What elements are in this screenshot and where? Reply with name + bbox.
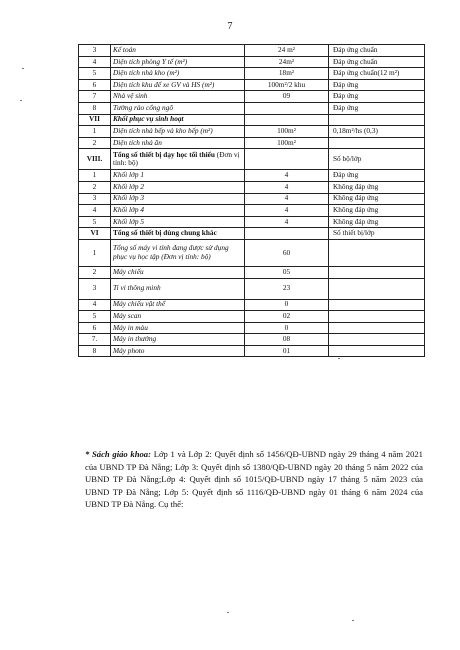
scan-speck [338,358,340,359]
row-assessment [329,322,425,334]
row-assessment [329,278,425,299]
row-value [245,228,329,240]
table-row [79,299,425,311]
row-label: Máy in thường [111,334,245,346]
row-assessment [329,345,425,357]
row-value: 05 [245,266,329,278]
row-assessment: Đáp ứng [329,79,425,91]
table-row [79,345,425,357]
row-label: Diện tích nhà ăn [111,137,245,149]
row-value: 02 [245,311,329,323]
table-row [79,91,425,103]
row-value: 100m² [245,137,329,149]
row-label-main: Tổng số thiết bị dạy học tối thiểu [113,149,215,159]
table-row [79,137,425,149]
row-number: 3 [79,45,111,57]
row-assessment [329,334,425,346]
row-assessment: Không đáp ứng [329,205,425,217]
row-label: Diện tích khu để xe GV và HS (m²) [111,79,245,91]
row-number: VII [79,114,111,126]
row-number: 8 [79,102,111,114]
table-row [79,102,425,114]
row-assessment [329,299,425,311]
row-assessment [329,266,425,278]
textbook-paragraph [85,448,423,511]
row-value [245,114,329,126]
row-number: 2 [79,137,111,149]
textbook-body: Lớp 1 và Lớp 2: Quyết định số 1456/QĐ-UBND ngày 29 tháng 4 năm 2021 của UBND TP Đà Nẵng; Lớp 3: Quyết định số 1380/QĐ-UBND ngày 20 tháng 5 năm 2022 của UBND TP Đà Nẵng;Lớp 4: Quyết định số 1015/QĐ-UBND ngày 17 tháng 5 năm 2023 của UBND TP Đà Nẵng; Lớp 5: Quyết định số 1116/QĐ-UBND ngày 01 tháng 6 năm 2024 của UBND TP Đà Nẵng. Cụ thể: [85,449,423,510]
row-value: 23 [245,278,329,299]
row-number: 5 [79,216,111,228]
row-value: 4 [245,170,329,182]
row-assessment: Đáp ứng [329,91,425,103]
row-value: 60 [245,239,329,266]
row-assessment: Đáp ứng [329,102,425,114]
row-value: 24 m² [245,45,329,57]
scan-speck [22,68,24,69]
row-label: Khối lớp 1 [111,170,245,182]
facilities-table [78,44,425,357]
row-assessment: Đáp ứng chuẩn [329,56,425,68]
row-number: 4 [79,299,111,311]
row-number: 3 [79,193,111,205]
row-value: 4 [245,181,329,193]
page-number: 7 [227,21,233,32]
row-number: 5 [79,68,111,80]
table-row [79,322,425,334]
row-label: Máy in màu [111,322,245,334]
row-number: 8 [79,345,111,357]
row-assessment: Không đáp ứng [329,216,425,228]
table-row [79,79,425,91]
row-number: 7. [79,334,111,346]
row-number: 4 [79,56,111,68]
row-number: 4 [79,205,111,217]
row-assessment: Số bộ/lớp [329,149,425,170]
row-assessment: 0,18m²/hs (0,3) [329,126,425,138]
row-label-unit: (Đơn vị tính: bộ) [113,149,240,168]
row-number: 5 [79,311,111,323]
row-assessment [329,137,425,149]
scan-speck [227,612,229,613]
row-number: 6 [79,79,111,91]
row-number: 1 [79,170,111,182]
row-assessment: Không đáp ứng [329,181,425,193]
table-row [79,45,425,57]
row-number: 2 [79,266,111,278]
row-assessment: Số thiết bị/lớp [329,228,425,240]
row-label: Khối lớp 3 [111,193,245,205]
row-value: 4 [245,216,329,228]
row-value: 0 [245,299,329,311]
table-row [79,149,425,170]
row-assessment [329,311,425,323]
scan-speck [352,620,354,621]
row-assessment [329,239,425,266]
row-number: 2 [79,181,111,193]
table-row [79,311,425,323]
row-label: Khối lớp 5 [111,216,245,228]
table-row [79,266,425,278]
row-value: 09 [245,91,329,103]
row-number: 7 [79,91,111,103]
textbook-lead: * Sách giáo khoa: [85,449,151,459]
row-assessment: Không đáp ứng [329,193,425,205]
table-row [79,193,425,205]
row-value: 100m²/2 khu [245,79,329,91]
row-number: 6 [79,322,111,334]
row-label: Diện tích nhà kho (m²) [111,68,245,80]
table-row [79,126,425,138]
table-row [79,239,425,266]
table-row [79,181,425,193]
row-value: 08 [245,334,329,346]
row-label: Tổng số máy vi tính đang được sử dụng phục vụ học tập (Đơn vị tính: bộ) [111,239,245,266]
row-value: 01 [245,345,329,357]
table-row [79,278,425,299]
row-value: 4 [245,193,329,205]
table-row [79,114,425,126]
row-assessment [329,114,425,126]
row-label: Máy photo [111,345,245,357]
row-assessment: Đáp ứng chuẩn [329,45,425,57]
row-value [245,149,329,170]
scan-speck [20,100,22,101]
row-label: Nhà vệ sinh [111,91,245,103]
table-row [79,334,425,346]
row-assessment: Đáp ứng [329,170,425,182]
table-row [79,170,425,182]
row-value [245,102,329,114]
row-label: Ti vi thông minh [111,278,245,299]
row-label: Máy scan [111,311,245,323]
row-label: Kế toán [111,45,245,57]
row-number: VIII. [79,149,111,170]
row-number: 3 [79,278,111,299]
row-label: Khối phục vụ sinh hoạt [111,114,245,126]
table-row [79,68,425,80]
row-number: 1 [79,239,111,266]
row-label [111,149,245,170]
row-label: Diện tích nhà bếp và kho bếp (m²) [111,126,245,138]
row-label: Khối lớp 4 [111,205,245,217]
row-value: 24m² [245,56,329,68]
row-label: Máy chiếu [111,266,245,278]
row-label: Diện tích phòng Y tế (m²) [111,56,245,68]
table-row [79,228,425,240]
row-assessment: Đáp ứng chuẩn(12 m²) [329,68,425,80]
row-value: 4 [245,205,329,217]
table-row [79,205,425,217]
row-label: Tường rào cổng ngõ [111,102,245,114]
row-value: 18m² [245,68,329,80]
row-number: 1 [79,126,111,138]
table-row [79,56,425,68]
row-label: Máy chiếu vật thể [111,299,245,311]
row-number: VI [79,228,111,240]
row-label: Khối lớp 2 [111,181,245,193]
table-row [79,216,425,228]
row-value: 0 [245,322,329,334]
row-label: Tổng số thiết bị dùng chung khác [111,228,245,240]
row-value: 100m² [245,126,329,138]
